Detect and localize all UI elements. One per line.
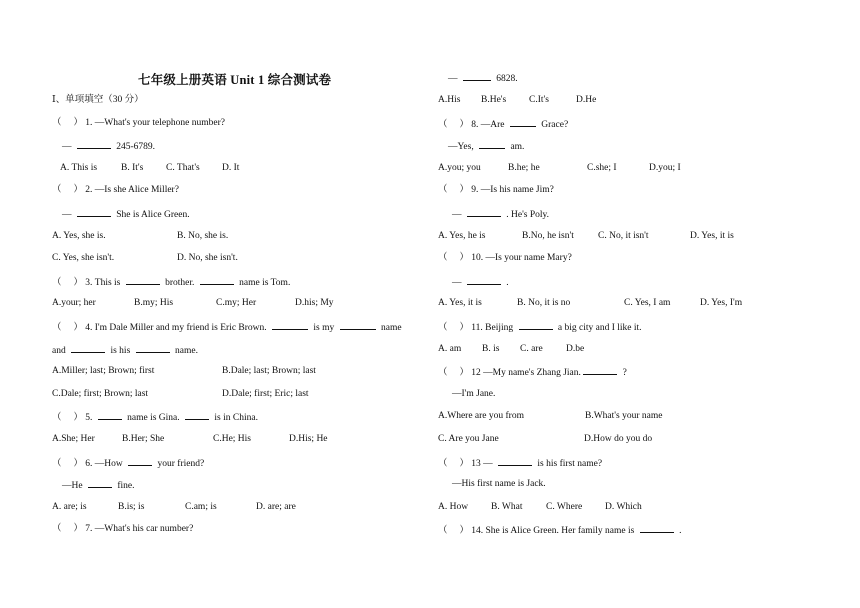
- question-12-options-row1: [438, 410, 838, 422]
- option-a: A.She; Her: [52, 434, 95, 444]
- answer-bracket: （ ）: [438, 526, 469, 536]
- question-5: [52, 410, 258, 424]
- answer-blank: [583, 365, 617, 375]
- question-9-answer: [452, 207, 549, 221]
- question-stem-cont: is his: [110, 346, 131, 356]
- question-11-options: [438, 343, 838, 355]
- question-stem-cont: and: [52, 346, 66, 356]
- question-6: [52, 456, 204, 470]
- answer-bracket: （ ）: [438, 459, 469, 469]
- question-1-options: [60, 162, 440, 174]
- question-4-options-row1: [52, 365, 432, 377]
- answer-bracket: （ ）: [438, 368, 469, 378]
- answer-blank: [98, 410, 122, 420]
- dialog-text: . He's Poly.: [506, 210, 550, 220]
- answer-bracket: （ ）: [52, 185, 83, 195]
- option-b: B.Her; She: [122, 434, 165, 444]
- option-b: B.No, he isn't: [522, 231, 574, 241]
- dialog-text: —He: [62, 481, 83, 491]
- answer-blank: [467, 275, 501, 285]
- option-a: A.Miller; last; Brown; first: [52, 366, 155, 376]
- answer-bracket: （ ）: [438, 323, 469, 333]
- option-c: C.It's: [529, 95, 549, 105]
- question-stem-end: ?: [622, 368, 627, 378]
- question-2-answer: [62, 207, 190, 221]
- option-b: B. It's: [121, 163, 144, 173]
- question-stem: 3. This is: [85, 278, 121, 288]
- question-stem: 11. Beijing: [471, 323, 514, 333]
- question-stem: 13 —: [471, 459, 493, 469]
- answer-blank: [479, 139, 505, 149]
- question-stem: 4. I'm Dale Miller and my friend is Eric Brown.: [85, 323, 267, 333]
- question-10: [438, 252, 572, 264]
- question-stem-end: Grace?: [541, 120, 569, 130]
- option-a: A. Yes, she is.: [52, 231, 106, 241]
- answer-bracket: （ ）: [438, 253, 469, 263]
- question-13-answer: —His first name is Jack.: [452, 479, 546, 489]
- question-stem-cont: name is Gina.: [127, 413, 180, 423]
- option-b: B.he; he: [508, 163, 540, 173]
- answer-bracket: （ ）: [52, 459, 83, 469]
- option-a: A. am: [438, 344, 462, 354]
- answer-blank: [498, 456, 532, 466]
- option-d: D. Which: [605, 502, 642, 512]
- option-b: B.Dale; last; Brown; last: [222, 366, 316, 376]
- option-a: A.Where are you from: [438, 411, 524, 421]
- answer-blank: [510, 117, 536, 127]
- question-1-answer: [62, 139, 155, 153]
- answer-blank: [77, 207, 111, 217]
- dialog-dash: —: [62, 142, 72, 152]
- question-3-options: [52, 297, 432, 309]
- option-d: D.How do you do: [584, 434, 653, 444]
- question-8-answer: [448, 139, 524, 153]
- option-d: D. Yes, I'm: [700, 298, 743, 308]
- option-a: A. Yes, it is: [438, 298, 482, 308]
- answer-bracket: （ ）: [52, 118, 83, 128]
- option-d: D.He: [576, 95, 597, 105]
- question-4: [52, 320, 402, 334]
- question-stem-end: .: [679, 526, 682, 536]
- option-c: C.she; I: [587, 163, 617, 173]
- question-11: [438, 320, 642, 334]
- option-a: A.His: [438, 95, 461, 105]
- dialog-dash: —: [452, 278, 462, 288]
- answer-blank: [340, 320, 376, 330]
- option-c: C. Are you Jane: [438, 434, 499, 444]
- option-d: D. No, she isn't.: [177, 253, 238, 263]
- question-stem: 2. —Is she Alice Miller?: [85, 185, 179, 195]
- option-c: C.Dale; first; Brown; last: [52, 389, 149, 399]
- dialog-text: am.: [510, 142, 525, 152]
- question-12-answer: —I'm Jane.: [452, 389, 496, 399]
- dialog-text: 6828.: [496, 74, 518, 84]
- question-14: [438, 523, 681, 537]
- question-6-answer: [62, 478, 134, 492]
- question-2-options-row1: [52, 230, 432, 242]
- page-title: 七年级上册英语 Unit 1 综合测试卷: [138, 73, 332, 87]
- question-9-options: [438, 230, 838, 242]
- question-stem: 7. —What's his car number?: [85, 524, 194, 534]
- option-d: D.Dale; first; Eric; last: [222, 389, 309, 399]
- question-7: [52, 523, 193, 535]
- answer-bracket: （ ）: [52, 323, 83, 333]
- answer-blank: [128, 456, 152, 466]
- option-a: A.you; you: [438, 163, 481, 173]
- option-b: B.What's your name: [585, 411, 663, 421]
- question-stem-cont: brother.: [165, 278, 195, 288]
- question-stem: 1. —What's your telephone number?: [85, 118, 225, 128]
- option-b: B. No, she is.: [177, 231, 229, 241]
- answer-blank: [185, 410, 209, 420]
- question-5-options: [52, 433, 432, 445]
- question-stem: 12 —My name's Zhang Jian.: [471, 368, 581, 378]
- option-d: D.be: [566, 344, 585, 354]
- option-c: C. That's: [166, 163, 200, 173]
- option-d: D.his; My: [295, 298, 334, 308]
- option-c: C. are: [520, 344, 543, 354]
- option-b: B.He's: [481, 95, 507, 105]
- answer-blank: [272, 320, 308, 330]
- answer-blank: [519, 320, 553, 330]
- option-d: D. Yes, it is: [690, 231, 734, 241]
- dialog-text: She is Alice Green.: [116, 210, 190, 220]
- question-stem-end: is his first name?: [537, 459, 603, 469]
- dialog-text: —Yes,: [448, 142, 474, 152]
- dialog-text: .: [506, 278, 509, 288]
- dialog-dash: —: [452, 210, 462, 220]
- question-stem: 10. —Is your name Mary?: [471, 253, 572, 263]
- option-c: C. Yes, she isn't.: [52, 253, 115, 263]
- option-d: D. are; are: [256, 502, 296, 512]
- question-7-options: [438, 94, 838, 106]
- question-13-options: [438, 501, 838, 513]
- option-c: C. No, it isn't: [598, 231, 649, 241]
- dialog-dash: —: [62, 210, 72, 220]
- option-a: A.your; her: [52, 298, 96, 308]
- option-d: D.His; He: [289, 434, 328, 444]
- option-b: B.is; is: [118, 502, 145, 512]
- question-stem: 9. —Is his name Jim?: [471, 185, 554, 195]
- option-d: D. It: [222, 163, 240, 173]
- option-a: A. This is: [60, 163, 98, 173]
- dialog-text: 245-6789.: [116, 142, 156, 152]
- answer-blank: [126, 275, 160, 285]
- option-b: B. No, it is no: [517, 298, 571, 308]
- question-stem-end: name is Tom.: [239, 278, 291, 288]
- question-10-answer: [452, 275, 509, 289]
- answer-blank: [71, 343, 105, 353]
- option-c: C. Where: [546, 502, 583, 512]
- option-a: A. Yes, he is: [438, 231, 486, 241]
- question-stem: 8. —Are: [471, 120, 505, 130]
- answer-blank: [136, 343, 170, 353]
- option-b: B. is: [482, 344, 500, 354]
- dialog-text: fine.: [117, 481, 135, 491]
- question-8: [438, 117, 568, 131]
- question-stem: 6. —How: [85, 459, 123, 469]
- option-a: A. are; is: [52, 502, 87, 512]
- question-7-answer: [448, 71, 518, 85]
- option-b: B. What: [491, 502, 523, 512]
- question-4-options-row2: [52, 388, 432, 400]
- answer-blank: [88, 478, 112, 488]
- question-4-continued: [52, 343, 198, 357]
- answer-blank: [200, 275, 234, 285]
- question-2: [52, 184, 179, 196]
- option-b: B.my; His: [134, 298, 174, 308]
- answer-bracket: （ ）: [52, 524, 83, 534]
- answer-bracket: （ ）: [52, 278, 83, 288]
- question-2-options-row2: [52, 252, 432, 264]
- section-heading: Ⅰ、单项填空（30 分）: [52, 95, 144, 105]
- answer-bracket: （ ）: [438, 120, 469, 130]
- answer-bracket: （ ）: [52, 413, 83, 423]
- answer-blank: [467, 207, 501, 217]
- question-10-options: [438, 297, 838, 309]
- option-a: A. How: [438, 502, 469, 512]
- question-stem-cont: is my: [313, 323, 335, 333]
- option-c: C.am; is: [185, 502, 217, 512]
- option-c: C.my; Her: [216, 298, 257, 308]
- question-stem: 5.: [85, 413, 93, 423]
- option-d: D.you; I: [649, 163, 681, 173]
- question-stem-end: name: [381, 323, 402, 333]
- dialog-dash: —: [448, 74, 458, 84]
- question-stem-end: name.: [175, 346, 198, 356]
- question-6-options: [52, 501, 432, 513]
- question-stem: 14. She is Alice Green. Her family name is: [471, 526, 635, 536]
- question-stem-end: a big city and I like it.: [557, 323, 642, 333]
- question-stem-end: your friend?: [157, 459, 205, 469]
- answer-blank: [463, 71, 491, 81]
- question-13: [438, 456, 602, 470]
- question-3: [52, 275, 290, 289]
- question-1: [52, 117, 225, 129]
- option-c: C. Yes, I am: [624, 298, 671, 308]
- question-stem-end: is in China.: [214, 413, 258, 423]
- question-12-options-row2: [438, 433, 838, 445]
- answer-blank: [640, 523, 674, 533]
- option-c: C.He; His: [213, 434, 251, 444]
- answer-blank: [77, 139, 111, 149]
- question-8-options: [438, 162, 838, 174]
- answer-bracket: （ ）: [438, 185, 469, 195]
- question-12: [438, 365, 627, 379]
- question-9: [438, 184, 554, 196]
